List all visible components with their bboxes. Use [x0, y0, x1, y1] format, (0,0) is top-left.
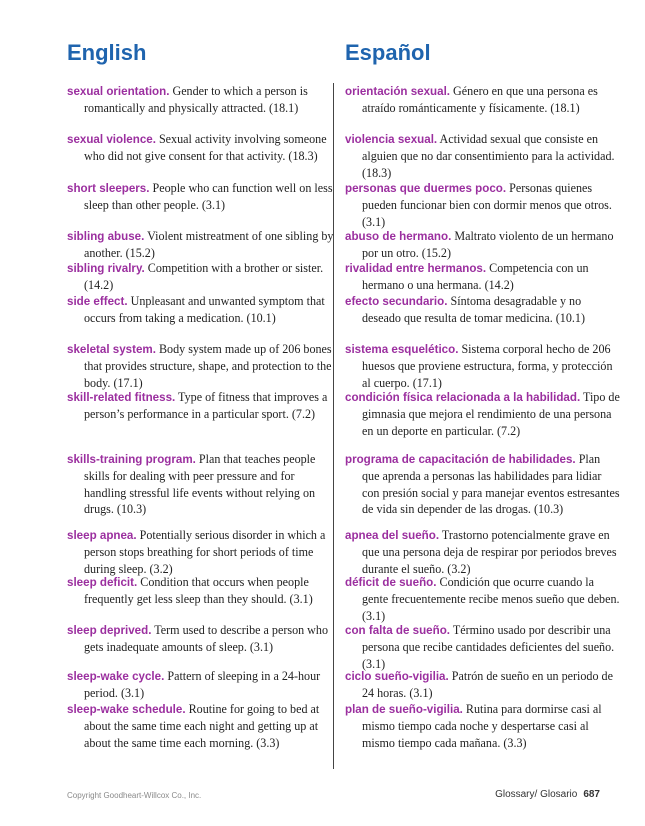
entry-definition: Síntoma desagradable y no deseado que resulta de tomar medicina. (10.1) [362, 294, 585, 326]
entry-definition: Plan that teaches people skills for dealing with peer pressure and for handling stressful life events without relying on drugs. (10.3) [84, 452, 316, 516]
glossary-entry [67, 389, 338, 423]
entry-term: side effect. [67, 295, 128, 308]
entry-definition: Término usado por describir una persona que recibe cantidades deficientes del sueño. (3.1) [362, 623, 615, 671]
page-footer [495, 789, 600, 800]
entry-definition: Tipo de gimnasia que mejora el rendimiento de una persona en un deporte en particular. (7.2) [362, 390, 620, 438]
glossary-entry [345, 574, 620, 624]
entry-definition: Term used to describe a person who gets inadequate amounts of sleep. (3.1) [84, 623, 329, 655]
glossary-entry [345, 228, 620, 262]
glossary-entry [345, 622, 620, 672]
entry-definition: Gender to which a person is romantically and physically attracted. (18.1) [84, 84, 308, 116]
entry-term: plan de sueño-vigilia. [345, 703, 463, 716]
entry-definition: Personas quienes pueden funcionar bien con dormir menos que otros. (3.1) [362, 181, 612, 229]
glossary-entry [345, 83, 620, 117]
entry-term: skills-training program. [67, 453, 196, 466]
entry-term: sibling abuse. [67, 230, 145, 243]
glossary-entry [67, 451, 338, 517]
entry-term: personas que duermes poco. [345, 182, 507, 195]
entry-definition: Sexual activity involving someone who did not give consent for that activity. (18.3) [84, 132, 327, 164]
entry-definition: Competencia con un hermano o una hermana. (14.2) [362, 261, 589, 293]
entry-term: sibling rivalry. [67, 262, 145, 275]
glossary-entry [67, 293, 338, 327]
entry-term: ciclo sueño-vigilia. [345, 670, 449, 683]
entry-definition: Rutina para dormirse casi al mismo tiempo cada noche y despertarse casi al mismo tiempo cada mañana. (3.3) [362, 702, 602, 750]
entry-term: short sleepers. [67, 182, 150, 195]
glossary-entry [345, 341, 620, 391]
entry-definition: Maltrato violento de un hermano por un otro. (15.2) [362, 229, 614, 261]
glossary-entry [345, 389, 620, 439]
entry-term: sexual violence. [67, 133, 156, 146]
entry-term: con falta de sueño. [345, 624, 451, 637]
entry-definition: Violent mistreatment of one sibling by another. (15.2) [84, 229, 334, 261]
entry-term: orientación sexual. [345, 85, 451, 98]
entry-term: sleep deficit. [67, 576, 138, 589]
entry-definition: Unpleasant and unwanted symptom that occurs from taking a medication. (10.1) [84, 294, 325, 326]
entry-definition: Competition with a brother or sister. (14.2) [84, 261, 324, 293]
entry-term: apnea del sueño. [345, 529, 440, 542]
entry-term: skill-related fitness. [67, 391, 176, 404]
glossary-entry [345, 260, 620, 294]
entry-term: sexual orientation. [67, 85, 170, 98]
entry-definition: Plan que aprenda a personas las habilidades para lidiar con presión social y para manejar eventos estresantes de vida sin depender de las drogas. (10.3) [362, 452, 620, 516]
copyright-notice: Copyright Goodheart-Willcox Co., Inc. [67, 791, 202, 800]
entry-term: sleep-wake schedule. [67, 703, 186, 716]
glossary-entry [67, 574, 338, 608]
glossary-entry [345, 668, 620, 702]
entry-definition: Género en que una persona es atraído románticamente y físicamente. (18.1) [362, 84, 598, 116]
section-title: Glossary/ Glosario [495, 789, 578, 800]
entry-term: programa de capacitación de habilidades. [345, 453, 576, 466]
glossary-entry [345, 527, 620, 577]
entry-definition: Body system made up of 206 bones that provides structure, shape, and protection to the body. (17.1) [84, 342, 332, 390]
entry-definition: Trastorno potencialmente grave en que una persona deja de respirar por periodos breves durante el sueño. (3.2) [362, 528, 617, 576]
glossary-entry [345, 131, 620, 181]
glossary-entry [345, 293, 620, 327]
entry-definition: Routine for going to bed at about the same time each night and getting up at about the same time each morning. (3.3) [84, 702, 320, 750]
glossary-entry [67, 341, 338, 391]
entry-definition: Condición que ocurre cuando la gente frecuentemente recibe menos sueño que deben. (3.1) [362, 575, 620, 623]
entry-definition: Actividad sexual que consiste en alguien que no dar consentimiento para la actividad. (18.3) [362, 132, 615, 180]
glossary-entry [67, 527, 338, 577]
entry-term: condición física relacionada a la habilidad. [345, 391, 581, 404]
entry-term: skeletal system. [67, 343, 156, 356]
entry-term: sleep-wake cycle. [67, 670, 165, 683]
glossary-entry [67, 131, 338, 165]
entry-definition: Pattern of sleeping in a 24-hour period. (3.1) [84, 669, 321, 701]
entry-term: sleep deprived. [67, 624, 152, 637]
entry-definition: Type of fitness that improves a person’s performance in a particular sport. (7.2) [84, 390, 328, 422]
entry-term: violencia sexual. [345, 133, 438, 146]
glossary-entry [67, 701, 338, 751]
glossary-entry [67, 622, 338, 656]
entry-term: déficit de sueño. [345, 576, 437, 589]
glossary-entry [345, 451, 620, 517]
glossary-entry [67, 180, 338, 214]
heading-english: English [67, 40, 147, 65]
entry-term: rivalidad entre hermanos. [345, 262, 487, 275]
glossary-entry [67, 228, 338, 262]
glossary-entry [345, 180, 620, 230]
glossary-entry [67, 668, 338, 702]
glossary-entry [67, 260, 338, 294]
glossary-entry [345, 701, 620, 751]
entry-definition: Patrón de sueño en un periodo de 24 horas. (3.1) [362, 669, 613, 701]
page-number: 687 [583, 789, 600, 800]
heading-spanish: Español [345, 40, 431, 65]
entry-definition: Sistema corporal hecho de 206 huesos que proviene estructura, forma, y protección al cuerpo. (17.1) [362, 342, 613, 390]
entry-definition: People who can function well on less sleep than other people. (3.1) [84, 181, 333, 213]
entry-term: efecto secundario. [345, 295, 448, 308]
entry-term: sleep apnea. [67, 529, 137, 542]
entry-definition: Condition that occurs when people frequently get less sleep than they should. (3.1) [84, 575, 313, 607]
entry-definition: Potentially serious disorder in which a person stops breathing for short periods of time during sleep. (3.2) [84, 528, 326, 576]
entry-term: sistema esquelético. [345, 343, 459, 356]
entry-term: abuso de hermano. [345, 230, 452, 243]
glossary-entry [67, 83, 338, 117]
